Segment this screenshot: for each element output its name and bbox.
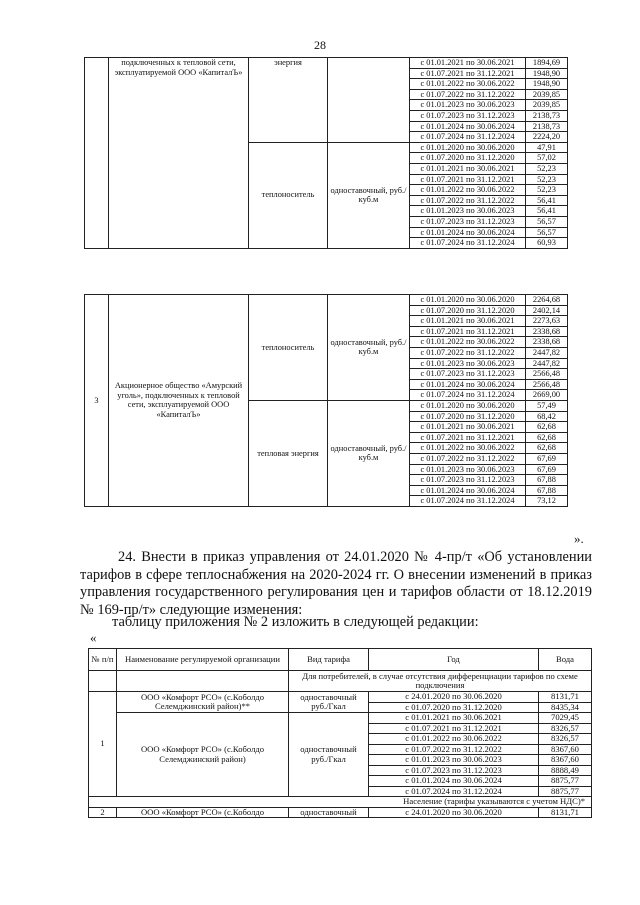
tariff-table-continuation: [84, 57, 568, 249]
period-cell: с 01.07.2022 по 31.12.2022: [410, 89, 526, 100]
period-cell: с 01.07.2024 по 31.12.2024: [410, 496, 526, 507]
tariff-type: одноставочный руб./Гкал: [289, 692, 369, 713]
period-cell: с 01.01.2021 по 30.06.2021: [410, 163, 526, 174]
tariff-type: одноставочный, руб./куб.м: [328, 142, 410, 248]
period-cell: с 01.01.2021 по 30.06.2021: [410, 58, 526, 69]
header-organization: Наименование регулируемой организации: [117, 649, 289, 671]
note-row: [89, 671, 592, 692]
value-cell: 2566,48: [526, 379, 568, 390]
period-cell: с 01.01.2022 по 30.06.2022: [410, 443, 526, 454]
period-cell: с 01.01.2022 по 30.06.2022: [410, 79, 526, 90]
period-cell: с 01.01.2024 по 30.06.2024: [410, 121, 526, 132]
organization-name: Акционерное общество «Амурский уголь», подключенных к тепловой сети, эксплуатируемой ООО «КапиталЪ»: [109, 295, 249, 507]
value-cell: 8875,77: [539, 776, 592, 787]
organization-name: ООО «Комфорт РСО» (с.Коболдо: [117, 807, 289, 818]
value-cell: 2039,85: [526, 100, 568, 111]
value-cell: 8888,49: [539, 765, 592, 776]
tariff-type: одноставочный руб./Гкал: [289, 713, 369, 797]
period-cell: с 01.07.2024 по 31.12.2024: [410, 390, 526, 401]
period-cell: с 01.07.2023 по 31.12.2023: [410, 216, 526, 227]
value-cell: 2338,68: [526, 326, 568, 337]
value-cell: 67,88: [526, 475, 568, 486]
service-type: энергия: [249, 58, 328, 143]
period-cell: с 01.01.2024 по 30.06.2024: [410, 379, 526, 390]
value-cell: 52,23: [526, 163, 568, 174]
consumers-note: Для потребителей, в случае отсутствия дифференциации тарифов по схеме подключения: [289, 671, 592, 692]
value-cell: 8131,71: [539, 692, 592, 703]
value-cell: 2447,82: [526, 358, 568, 369]
period-cell: с 01.07.2023 по 31.12.2023: [410, 369, 526, 380]
value-cell: 52,23: [526, 174, 568, 185]
value-cell: 57,02: [526, 153, 568, 164]
period-cell: с 01.01.2020 по 30.06.2020: [410, 400, 526, 411]
period-cell: с 01.07.2022 по 31.12.2022: [410, 347, 526, 358]
value-cell: 8435,34: [539, 702, 592, 713]
value-cell: 62,68: [526, 432, 568, 443]
period-cell: с 01.07.2021 по 31.12.2021: [410, 68, 526, 79]
table-row: [89, 713, 592, 724]
value-cell: 56,57: [526, 216, 568, 227]
value-cell: 1894,69: [526, 58, 568, 69]
tariff-type: одноставочный, руб./куб.м: [328, 400, 410, 506]
period-cell: с 01.01.2024 по 30.06.2024: [410, 485, 526, 496]
header-number: № п/п: [89, 649, 117, 671]
value-cell: 2566,48: [526, 369, 568, 380]
service-type: теплоноситель: [249, 295, 328, 401]
value-cell: 1948,90: [526, 68, 568, 79]
value-cell: 57,49: [526, 400, 568, 411]
period-cell: с 01.07.2023 по 31.12.2023: [410, 110, 526, 121]
period-cell: с 01.07.2020 по 31.12.2020: [410, 153, 526, 164]
header-water: Вода: [539, 649, 592, 671]
page-number: 28: [314, 38, 326, 52]
value-cell: 2264,68: [526, 295, 568, 306]
row-number-cell: 1: [89, 692, 117, 797]
period-cell: с 24.01.2020 по 30.06.2020: [369, 807, 539, 818]
value-cell: 60,93: [526, 238, 568, 249]
closing-quote: ».: [574, 531, 584, 546]
tariff-type: [328, 58, 410, 143]
period-cell: с 01.07.2022 по 31.12.2022: [369, 744, 539, 755]
organization-name: подключенных к тепловой сети, эксплуатируемой ООО «КапиталЪ»: [109, 58, 249, 249]
value-cell: 8131,71: [539, 807, 592, 818]
row-number-cell: 2: [89, 807, 117, 818]
value-cell: 7029,45: [539, 713, 592, 724]
period-cell: с 01.07.2022 по 31.12.2022: [410, 195, 526, 206]
value-cell: 67,88: [526, 485, 568, 496]
service-type: теплоноситель: [249, 142, 328, 248]
period-cell: с 01.01.2021 по 30.06.2021: [410, 316, 526, 327]
period-cell: с 24.01.2020 по 30.06.2020: [369, 692, 539, 703]
table-row: [85, 295, 568, 306]
paragraph-24: 24. Внести в приказ управления от 24.01.2020 № 4-пр/т «Об установлении тарифов в сфере теплоснабжения на 2020-2024 гг. О внесении изменений в приказ управления государственного регулирования цен и тарифов области от 18.12.2019 № 169-пр/т» следующие изменения:: [80, 549, 592, 618]
header-row: [89, 649, 592, 671]
period-cell: с 01.07.2022 по 31.12.2022: [410, 453, 526, 464]
period-cell: с 01.01.2023 по 30.06.2023: [410, 464, 526, 475]
population-note: Население (тарифы указываются с учетом НДС)*: [89, 797, 592, 808]
header-year: Год: [369, 649, 539, 671]
value-cell: 68,42: [526, 411, 568, 422]
value-cell: 2039,85: [526, 89, 568, 100]
period-cell: с 01.07.2021 по 31.12.2021: [410, 174, 526, 185]
tariff-type: одноставочный, руб./куб.м: [328, 295, 410, 401]
row-number-cell: 3: [85, 295, 109, 507]
value-cell: 56,41: [526, 195, 568, 206]
note-row: [89, 797, 592, 808]
row-number-cell: [85, 58, 109, 249]
value-cell: 8367,60: [539, 755, 592, 766]
value-cell: 2338,68: [526, 337, 568, 348]
value-cell: 47,91: [526, 142, 568, 153]
period-cell: с 01.01.2023 по 30.06.2023: [410, 100, 526, 111]
tariff-table-amur-coal: [84, 294, 568, 507]
blank-cell: [89, 671, 117, 692]
value-cell: 1948,90: [526, 79, 568, 90]
value-cell: 2224,20: [526, 132, 568, 143]
period-cell: с 01.07.2020 по 31.12.2020: [410, 305, 526, 316]
value-cell: 62,68: [526, 443, 568, 454]
header-tariff-type: Вид тарифа: [289, 649, 369, 671]
period-cell: с 01.01.2024 по 30.06.2024: [410, 227, 526, 238]
period-cell: с 01.07.2024 по 31.12.2024: [410, 238, 526, 249]
period-cell: с 01.07.2021 по 31.12.2021: [410, 326, 526, 337]
value-cell: 67,69: [526, 453, 568, 464]
period-cell: с 01.01.2023 по 30.06.2023: [410, 206, 526, 217]
value-cell: 56,57: [526, 227, 568, 238]
period-cell: с 01.07.2023 по 31.12.2023: [369, 765, 539, 776]
value-cell: 2138,73: [526, 110, 568, 121]
value-cell: 56,41: [526, 206, 568, 217]
period-cell: с 01.07.2023 по 31.12.2023: [410, 475, 526, 486]
value-cell: 8326,57: [539, 734, 592, 745]
period-cell: с 01.07.2021 по 31.12.2021: [410, 432, 526, 443]
paragraph-table-instruction: таблицу приложения № 2 изложить в следующей редакции:: [112, 614, 479, 630]
period-cell: с 01.01.2023 по 30.06.2023: [410, 358, 526, 369]
value-cell: 67,69: [526, 464, 568, 475]
period-cell: с 01.01.2022 по 30.06.2022: [410, 185, 526, 196]
value-cell: 2402,14: [526, 305, 568, 316]
tariff-type: одноставочный: [289, 807, 369, 818]
table-row: [89, 807, 592, 818]
value-cell: 62,68: [526, 422, 568, 433]
organization-name: ООО «Комфорт РСО» (с.Коболдо Селемджинский район): [117, 713, 289, 797]
value-cell: 2273,63: [526, 316, 568, 327]
period-cell: с 01.01.2020 по 30.06.2020: [410, 142, 526, 153]
value-cell: 8875,77: [539, 786, 592, 797]
period-cell: с 01.07.2020 по 31.12.2020: [369, 702, 539, 713]
value-cell: 73,12: [526, 496, 568, 507]
value-cell: 2669,00: [526, 390, 568, 401]
appendix-2-table: [88, 648, 592, 818]
blank-cell: [117, 671, 289, 692]
period-cell: с 01.01.2022 по 30.06.2022: [410, 337, 526, 348]
period-cell: с 01.01.2022 по 30.06.2022: [369, 734, 539, 745]
table-row: [89, 692, 592, 703]
value-cell: 2447,82: [526, 347, 568, 358]
period-cell: с 01.07.2024 по 31.12.2024: [369, 786, 539, 797]
service-type: тепловая энергия: [249, 400, 328, 506]
opening-quote: «: [90, 630, 97, 645]
period-cell: с 01.01.2023 по 30.06.2023: [369, 755, 539, 766]
period-cell: с 01.07.2020 по 31.12.2020: [410, 411, 526, 422]
period-cell: с 01.07.2024 по 31.12.2024: [410, 132, 526, 143]
period-cell: с 01.07.2021 по 31.12.2021: [369, 723, 539, 734]
organization-name: ООО «Комфорт РСО» (с.Коболдо Селемджинский район)**: [117, 692, 289, 713]
value-cell: 2138,73: [526, 121, 568, 132]
period-cell: с 01.01.2020 по 30.06.2020: [410, 295, 526, 306]
period-cell: с 01.01.2021 по 30.06.2021: [410, 422, 526, 433]
value-cell: 8367,60: [539, 744, 592, 755]
period-cell: с 01.01.2021 по 30.06.2021: [369, 713, 539, 724]
period-cell: с 01.01.2024 по 30.06.2024: [369, 776, 539, 787]
table-row: [85, 58, 568, 69]
value-cell: 52,23: [526, 185, 568, 196]
value-cell: 8326,57: [539, 723, 592, 734]
